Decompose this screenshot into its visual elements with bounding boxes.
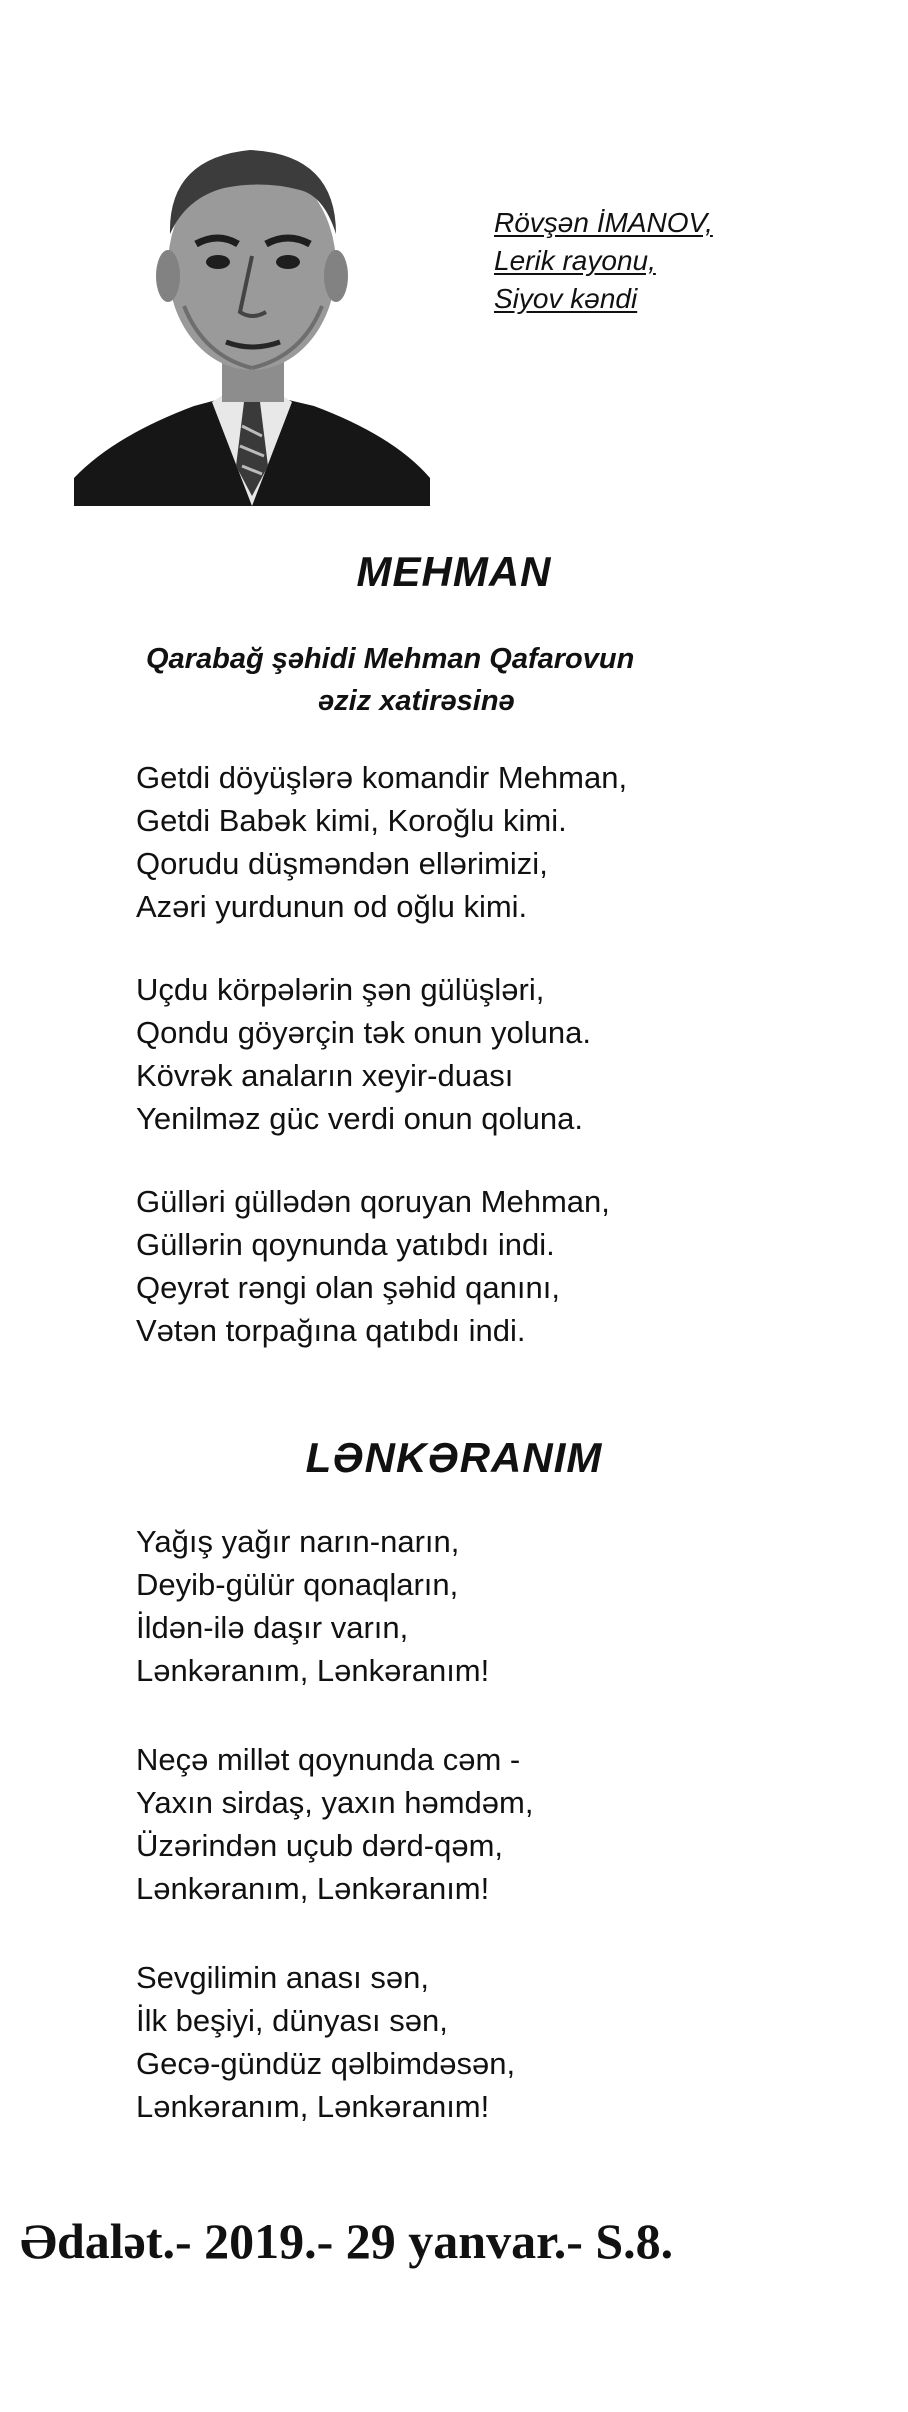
verse-line: Güllərin qoynunda yatıbdı indi.: [136, 1227, 555, 1262]
verse-line: Üzərindən uçub dərd-qəm,: [136, 1828, 504, 1863]
dedication-line: Qarabağ şəhidi Mehman Qafarovun: [146, 643, 635, 675]
stanza: [136, 1738, 533, 1910]
verse-line: Qeyrət rəngi olan şəhid qanını,: [136, 1270, 560, 1305]
verse-line: Vətən torpağına qatıbdı indi.: [136, 1313, 526, 1348]
stanza: [136, 756, 627, 928]
verse-line: İlk beşiyi, dünyası sən,: [136, 2003, 448, 2038]
verse-line: İldən-ilə daşır varın,: [136, 1610, 409, 1645]
author-byline: [494, 204, 713, 318]
verse-line: Lənkəranım, Lənkəranım!: [136, 1871, 490, 1906]
verse-line: Kövrək anaların xeyir-duası: [136, 1058, 514, 1093]
verse-line: Getdi döyüşlərə komandir Mehman,: [136, 760, 628, 795]
stanza: [136, 1520, 489, 1692]
dedication-line: əziz xatirəsinə: [318, 685, 515, 717]
source-citation: Ədalət.- 2019.- 29 yanvar.- S.8.: [20, 2213, 674, 2269]
poem-dedication: [146, 638, 634, 722]
verse-line: Gülləri güllədən qoruyan Mehman,: [136, 1184, 610, 1219]
portrait-image: [74, 106, 430, 506]
verse-line: Uçdu körpələrin şən gülüşləri,: [136, 972, 545, 1007]
author-name: Rövşən İMANOV,: [494, 207, 713, 238]
verse-line: Neçə millət qoynunda cəm -: [136, 1742, 521, 1777]
poem-title-mehman: MEHMAN: [356, 548, 552, 595]
verse-line: Lənkəranım, Lənkəranım!: [136, 2089, 490, 2124]
verse-line: Gecə-gündüz qəlbimdəsən,: [136, 2046, 516, 2081]
verse-line: Yaxın sirdaş, yaxın həmdəm,: [136, 1785, 534, 1820]
author-village: Siyov kəndi: [494, 283, 638, 314]
verse-line: Yağış yağır narın-narın,: [136, 1524, 460, 1559]
author-region: Lerik rayonu,: [494, 245, 656, 276]
stanza: [136, 1180, 610, 1352]
verse-line: Qondu göyərçin tək onun yoluna.: [136, 1015, 591, 1050]
author-photo: [74, 106, 430, 506]
poem-title-lenkeranim: LƏNKƏRANIM: [305, 1434, 603, 1481]
verse-line: Getdi Babək kimi, Koroğlu kimi.: [136, 803, 567, 838]
verse-line: Sevgilimin anası sən,: [136, 1960, 429, 1995]
stanza: [136, 968, 591, 1140]
verse-line: Yenilməz güc verdi onun qoluna.: [136, 1101, 583, 1136]
verse-line: Lənkəranım, Lənkəranım!: [136, 1653, 490, 1688]
verse-line: Qorudu düşməndən ellərimizi,: [136, 846, 548, 881]
stanza: [136, 1956, 515, 2128]
verse-line: Deyib-gülür qonaqların,: [136, 1567, 459, 1602]
verse-line: Azəri yurdunun od oğlu kimi.: [136, 889, 528, 924]
